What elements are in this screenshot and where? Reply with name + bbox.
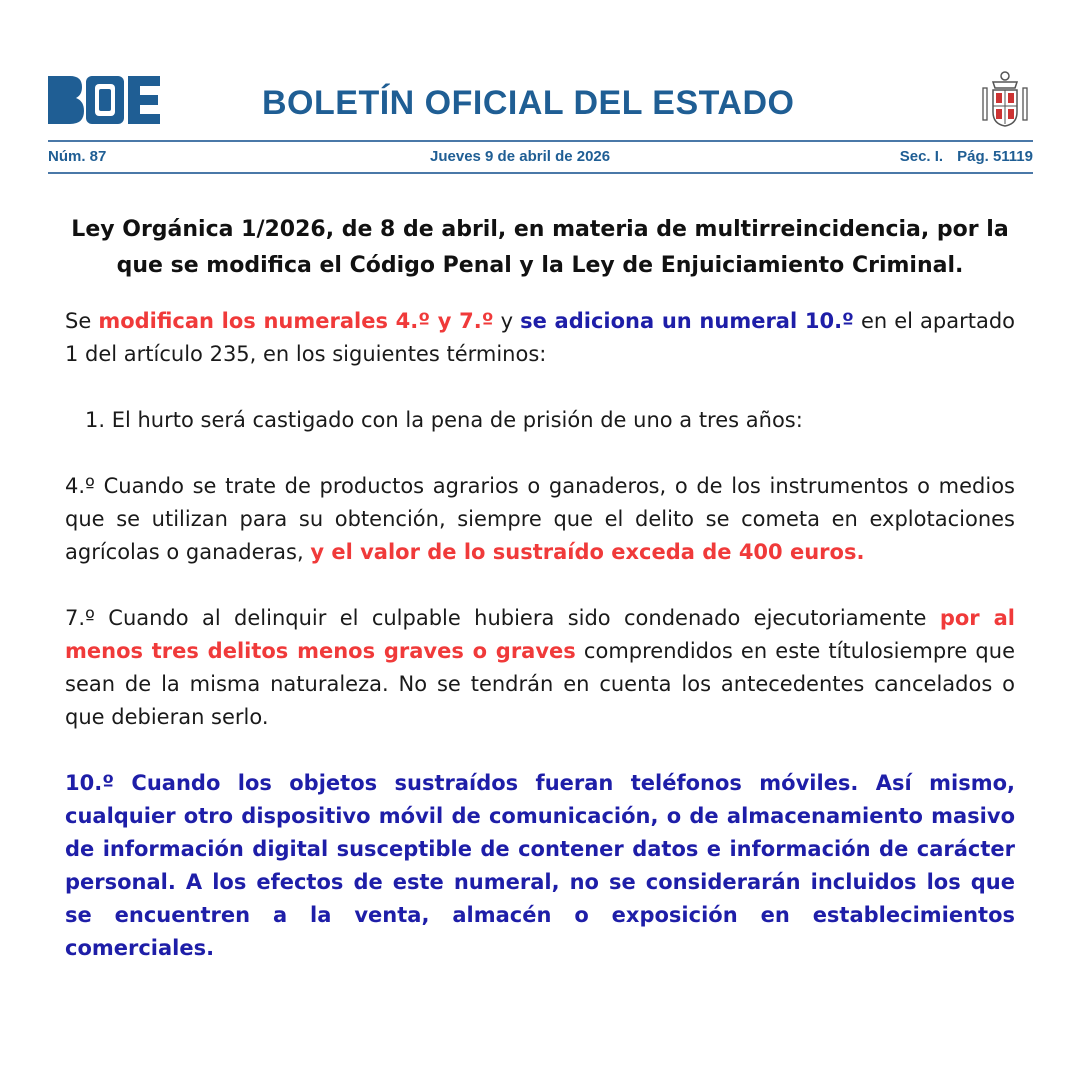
numeral-4-text: 4.º Cuando se trate de productos agrarios o ganaderos, o de los instrumentos o medios que se utilizan para su obtención, siempre que el delito se cometa en explotaciones agrícolas o ganaderas,: [65, 474, 1015, 564]
numeral-7-text-2: comprendidos en este títulosiempre que sean de la misma naturaleza. No se tendrán en cuenta los antecedentes cancelados o que debieran serlo.: [65, 639, 1015, 729]
numeral-7-highlight: por al menos tres delitos menos graves o graves: [65, 606, 1016, 663]
list-item-1: 1. El hurto será castigado con la pena de prisión de uno a tres años:: [85, 408, 803, 432]
header-rule-bottom: [48, 172, 1033, 174]
spacer: [65, 437, 1015, 470]
boe-header: [48, 70, 1033, 180]
numeral-7-text-1: 7.º Cuando al delinquir el culpable hubiera sido condenado ejecutoriamente: [65, 606, 940, 630]
coat-of-arms-icon: [977, 70, 1033, 130]
document-body: [65, 212, 1015, 965]
intro-text-2: y: [493, 309, 521, 333]
issue-number: Núm. 87: [48, 148, 107, 165]
intro-highlight-modified: modifican los numerales 4.º y 7.º: [98, 309, 494, 333]
numeral-4-paragraph: [65, 470, 1015, 569]
bulletin-title: BOLETÍN OFICIAL DEL ESTADO: [262, 84, 795, 122]
header-rule-top: [48, 140, 1033, 142]
intro-text-1: Se: [65, 309, 99, 333]
numeral-7-paragraph: [65, 602, 1015, 734]
boe-logo-icon: [48, 76, 160, 124]
spacer: [65, 371, 1015, 404]
spacer: [65, 734, 1015, 767]
numeral-4-highlight: y el valor de lo sustraído exceda de 400 euros.: [310, 540, 865, 564]
spacer: [65, 569, 1015, 602]
intro-highlight-added: se adiciona un numeral 10.º: [520, 309, 854, 333]
header-meta-row: [48, 148, 1033, 168]
intro-text-3: en el apartado 1 del artículo 235, en los siguientes términos:: [65, 309, 1016, 366]
issue-date: Jueves 9 de abril de 2026: [430, 148, 611, 165]
page-label: Pág. 51119: [957, 148, 1033, 165]
section-page: [900, 148, 1033, 165]
law-title: Ley Orgánica 1/2026, de 8 de abril, en materia de multirreincidencia, por la que se modifica el Código Penal y la Ley de Enjuiciamiento Criminal.: [71, 217, 1009, 278]
numeral-10-paragraph: 10.º Cuando los objetos sustraídos fueran teléfonos móviles. Así mismo, cualquier otro dispositivo móvil de comunicación, o de almacenamiento masivo de información digital susceptible de contener datos e información de carácter personal. A los efectos de este numeral, no se considerarán incluidos los que se encuentren a la venta, almacén o exposición en establecimientos comerciales.: [65, 771, 1015, 960]
intro-paragraph: [65, 305, 1015, 371]
section-label: Sec. I.: [899, 148, 944, 165]
